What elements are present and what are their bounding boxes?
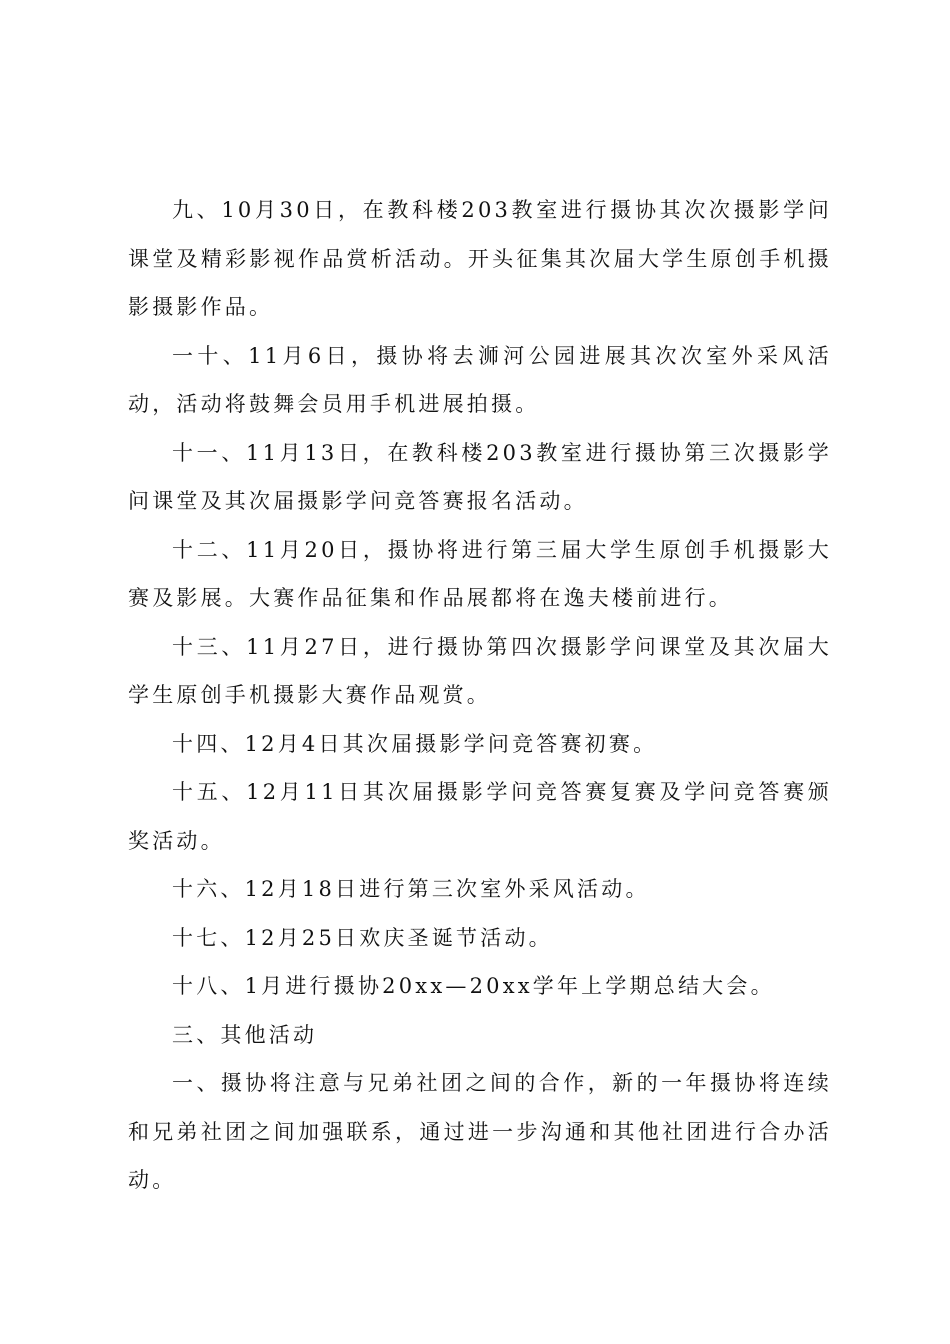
paragraph-item-17: 十七、12月25日欢庆圣诞节活动。 [172,925,553,950]
paragraph-item-11: 十一、11月13日，在教科楼203教室进行摄协第三次摄影学问课堂及其次届摄影学问竞答赛报名活动。 [128,440,832,513]
paragraph-item-10: 一十、11月6日，摄协将去浉河公园进展其次次室外采风活动，活动将鼓舞会员用手机进展拍摄。 [128,343,832,416]
paragraph-item-other-1: 一、摄协将注意与兄弟社团之间的合作，新的一年摄协将连续和兄弟社团之间加强联系，通过进一步沟通和其他社团进行合办活动。 [128,1071,832,1192]
paragraph-item-14: 十四、12月4日其次届摄影学问竞答赛初赛。 [172,731,658,756]
document-body [128,186,832,1205]
paragraph-item-16: 十六、12月18日进行第三次室外采风活动。 [172,877,650,901]
section-heading-other-activities: 三、其他活动 [172,1022,318,1047]
paragraph-item-9: 九、10月30日，在教科楼203教室进行摄协其次次摄影学问课堂及精彩影视作品赏析活动。开头征集其次届大学生原创手机摄影摄影作品。 [128,198,832,319]
paragraph-item-18: 十八、1月进行摄协20xx—20xx学年上学期总结大会。 [172,974,775,998]
paragraph-item-13: 十三、11月27日，进行摄协第四次摄影学问课堂及其次届大学生原创手机摄影大赛作品观赏。 [128,634,832,707]
paragraph-item-12: 十二、11月20日，摄协将进行第三届大学生原创手机摄影大赛及影展。大赛作品征集和作品展都将在逸夫楼前进行。 [128,537,832,610]
paragraph-item-15: 十五、12月11日其次届摄影学问竞答赛复赛及学问竞答赛颁奖活动。 [128,780,832,853]
